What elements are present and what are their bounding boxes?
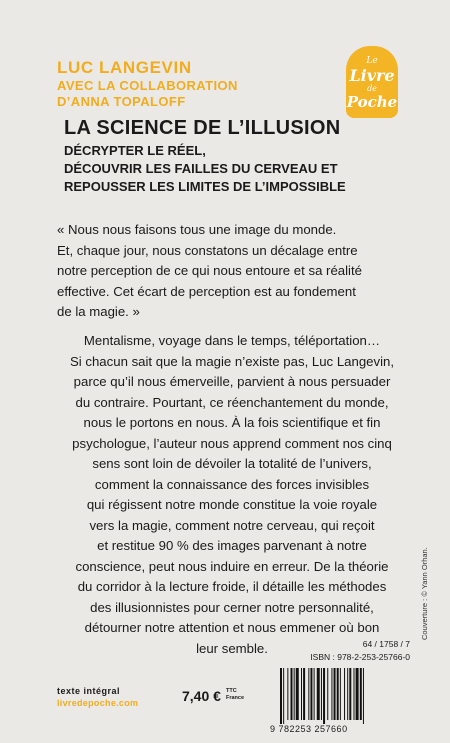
barcode-bars — [280, 668, 392, 724]
barcode-bar — [303, 668, 305, 720]
collaboration-line-1: AVEC LA COLLABORATION — [57, 78, 238, 93]
body-line: qui régissent notre monde constitue la voie royale — [86, 497, 378, 512]
quote-line: « Nous nous faisons tous une image du monde. — [57, 222, 337, 237]
book-title: LA SCIENCE DE L’ILLUSION — [64, 117, 341, 139]
barcode-bar — [337, 668, 339, 720]
barcode-digits: 9 782253 257660 — [270, 724, 348, 734]
barcode-bar — [347, 668, 348, 720]
price-note — [226, 688, 244, 702]
barcode — [270, 668, 400, 734]
livre-de-poche-logo — [346, 46, 398, 118]
body-line: leur semble. — [196, 640, 268, 656]
barcode-bar — [349, 668, 351, 720]
barcode-bar — [354, 668, 355, 720]
quote-line: notre perception de ce qui nous entoure et sa réalité — [57, 263, 362, 278]
reference-codes — [290, 638, 410, 662]
body-line: du contraire. Pourtant, ce réenchantement du monde, — [75, 394, 389, 410]
body-line: vers la magie, comment notre cerveau, qui reçoit — [89, 517, 375, 533]
quote-line: effective. Cet écart de perception est au fondement — [57, 283, 356, 299]
cover-credit: Couverture : © Yann Orhan. — [420, 547, 429, 640]
body-line: du corridor à la lecture froide, il détaille les méthodes — [77, 579, 387, 594]
barcode-bar — [283, 668, 284, 724]
barcode-bar — [323, 668, 325, 724]
texte-integral-label: texte intégral — [57, 686, 121, 696]
logo-text-le: Le — [366, 56, 378, 66]
body-line: Mentalisme, voyage dans le temps, téléportation… — [83, 333, 381, 348]
body-line: Si chacun sait que la magie n’existe pas, Luc Langevin, — [69, 353, 395, 369]
barcode-bar — [291, 668, 293, 720]
body-line: comment la connaissance des forces invisibles — [94, 476, 370, 492]
subtitle-line: REPOUSSER LES LIMITES DE L’IMPOSSIBLE — [64, 179, 346, 194]
quote-paragraph — [57, 220, 402, 323]
barcode-bar — [340, 668, 341, 720]
logo-text-de: de — [367, 84, 377, 93]
price: 7,40 € — [182, 688, 221, 704]
body-line: sens sont loin de dévoiler la totalité de l’univers, — [92, 456, 372, 471]
barcode-bar — [296, 668, 299, 720]
book-subtitle — [64, 142, 414, 196]
subtitle-line: DÉCRYPTER LE RÉEL, — [64, 143, 206, 158]
barcode-bar — [321, 668, 322, 720]
body-line: des illusionnistes pour cerner notre personnalité, — [90, 599, 374, 615]
barcode-bar — [327, 668, 328, 720]
body-line: parce qu’il nous émerveille, parvient à nous persuader — [73, 374, 391, 389]
barcode-bar — [360, 668, 362, 720]
barcode-bar — [308, 668, 309, 720]
body-line: détourner notre attention et nous emmener où bon — [84, 620, 380, 635]
body-line: nous le portons en nous. À la fois scientifique et fin — [83, 415, 381, 430]
isbn-number: ISBN : 978-2-253-25766-0 — [310, 652, 410, 662]
barcode-bar — [310, 668, 312, 720]
barcode-bar — [301, 668, 302, 720]
catalog-reference: 64 / 1758 / 7 — [362, 639, 410, 649]
publisher-url: livredepoche.com — [57, 698, 139, 708]
barcode-bar — [331, 668, 332, 720]
barcode-bar — [363, 668, 364, 724]
logo-text-livre: Livre — [349, 66, 395, 85]
body-line: et restitue 90 % des images parvenant à notre — [97, 538, 367, 553]
quote-line: de la magie. » — [57, 304, 140, 319]
price-note-france: France — [226, 695, 245, 701]
quote-line: Et, chaque jour, nous constatons un décalage entre — [57, 242, 358, 258]
author-block — [57, 58, 337, 110]
body-line: psychologue, l’auteur nous apprend comment nos cinq — [72, 435, 392, 451]
barcode-bar — [314, 668, 315, 720]
barcode-bar — [280, 668, 282, 724]
barcode-bar — [294, 668, 295, 720]
body-line: conscience, peut nous induire en erreur. De la théorie — [75, 558, 389, 574]
barcode-bar — [317, 668, 320, 720]
collaboration-line-2: D’ANNA TOPALOFF — [57, 94, 186, 109]
author-name: LUC LANGEVIN — [57, 58, 192, 77]
barcode-bar — [287, 668, 288, 720]
price-note-ttc: TTC — [226, 688, 237, 694]
barcode-bar — [344, 668, 345, 720]
subtitle-line: DÉCOUVRIR LES FAILLES DU CERVEAU ET — [64, 161, 338, 176]
description-paragraph — [57, 331, 407, 659]
barcode-bar — [334, 668, 336, 720]
logo-text-poche: Poche — [346, 93, 398, 111]
barcode-bar — [356, 668, 359, 720]
